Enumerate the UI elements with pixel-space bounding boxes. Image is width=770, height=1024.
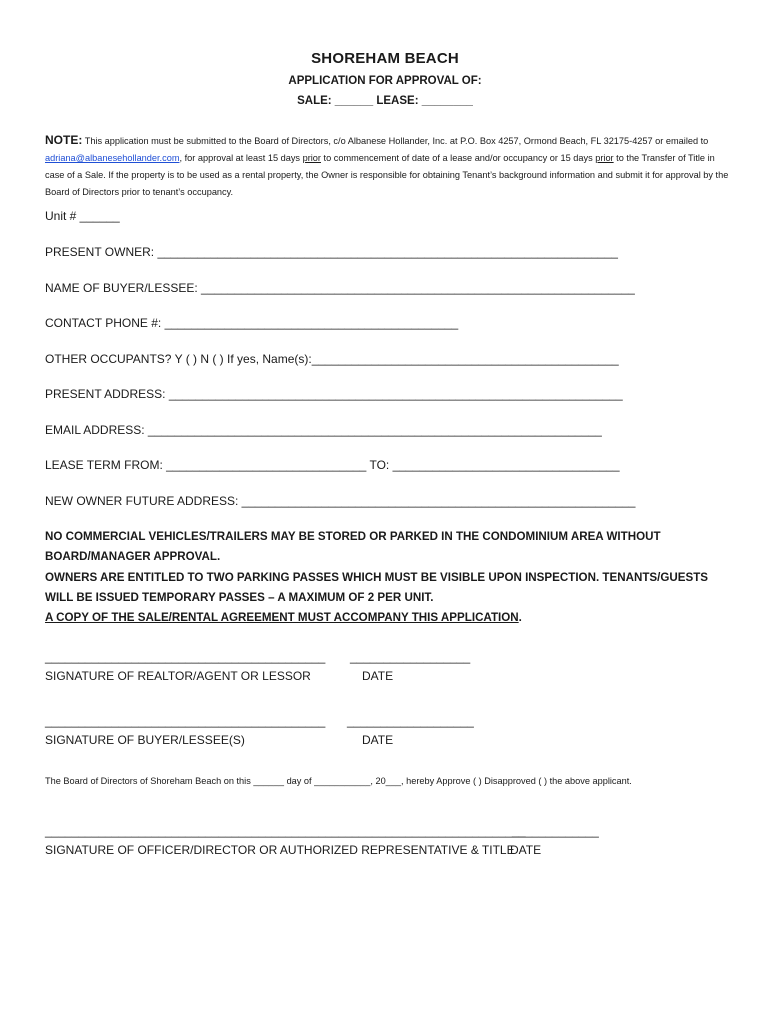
buyer-date-line[interactable]: ___________________ (347, 714, 474, 728)
document-subtitle: APPLICATION FOR APPROVAL OF: (288, 75, 482, 87)
agreement-notice-text: A COPY OF THE SALE/RENTAL AGREEMENT MUST ACCOMPANY THIS APPLICATION (45, 611, 519, 624)
realtor-date-label: DATE (362, 669, 394, 683)
present-address-field[interactable]: PRESENT ADDRESS: ____________________________________________________________________ (45, 387, 623, 401)
agreement-notice (45, 608, 735, 628)
present-owner-field[interactable]: PRESENT OWNER: _____________________________________________________________________ (45, 245, 618, 259)
other-occupants-field[interactable]: OTHER OCCUPANTS? Y ( ) N ( ) If yes, Name(s):______________________________________________ (45, 352, 619, 366)
note-text: , for approval at least 15 days (179, 153, 303, 163)
note-text: to commencement of date of a lease and/or occupancy or 15 days (320, 153, 596, 163)
note-label: NOTE: (45, 133, 83, 147)
officer-signature-label: SIGNATURE OF OFFICER/DIRECTOR OR AUTHORIZED REPRESENTATIVE & TITLE (45, 843, 515, 857)
buyer-signature-label: SIGNATURE OF BUYER/LESSEE(S) (45, 733, 245, 747)
email-address-field[interactable]: EMAIL ADDRESS: ____________________________________________________________________ (45, 423, 602, 437)
document-title: SHOREHAM BEACH (311, 50, 459, 67)
note-prior: prior (595, 153, 614, 163)
commercial-vehicles-notice: NO COMMERCIAL VEHICLES/TRAILERS MAY BE STORED OR PARKED IN THE CONDOMINIUM AREA WITHOUT BOARD/MANAGER APPROVAL. (45, 530, 661, 563)
note-prior: prior (302, 153, 321, 163)
contact-phone-field[interactable]: CONTACT PHONE #: ____________________________________________ (45, 316, 459, 330)
future-address-field[interactable]: NEW OWNER FUTURE ADDRESS: ___________________________________________________________ (45, 494, 636, 508)
officer-signature-line[interactable]: ________________________________________________________________________ (45, 824, 526, 838)
board-approval-text[interactable]: The Board of Directors of Shoreham Beach on this ______ day of ___________, 20___, hereby Approve ( ) Disapproved ( ) the above applicant. (45, 776, 632, 786)
email-link[interactable]: adriana@albanesehollander.com (45, 153, 180, 163)
parking-passes-notice: OWNERS ARE ENTITLED TO TWO PARKING PASSES WHICH MUST BE VISIBLE UPON INSPECTION. TENANTS/GUESTS WILL BE ISSUED TEMPORARY PASSES – A MAXIMUM OF 2 PER UNIT. (45, 571, 709, 604)
note-paragraph (45, 132, 735, 201)
buyer-date-label: DATE (362, 733, 394, 747)
sale-lease-line[interactable]: SALE: ______ LEASE: ________ (297, 95, 473, 107)
buyer-signature-line[interactable]: __________________________________________ (45, 714, 326, 728)
realtor-signature-label: SIGNATURE OF REALTOR/AGENT OR LESSOR (45, 669, 311, 683)
realtor-date-line[interactable]: __________________ (350, 650, 471, 664)
realtor-signature-line[interactable]: __________________________________________ (45, 650, 326, 664)
officer-date-line[interactable]: _____________ (512, 824, 599, 838)
note-text: to the Transfer of Title in case of a Sale. If the property is to be used as a rental property, the Owner is responsible for obtaining Tenant’s background information and submit it for approval by the Board of Directors prior to tenant’s occupancy. (45, 153, 729, 197)
officer-date-label: DATE (510, 843, 542, 857)
unit-field[interactable]: Unit # ______ (45, 209, 120, 223)
lease-term-field[interactable]: LEASE TERM FROM: ______________________________ TO: __________________________________ (45, 458, 620, 472)
note-text: This application must be submitted to the Board of Directors, c/o Albanese Hollander, Inc. at P.O. Box 4257, Ormond Beach, FL 32175-4257 or emailed to (82, 136, 709, 146)
agreement-notice-period: . (518, 611, 522, 624)
buyer-lessee-field[interactable]: NAME OF BUYER/LESSEE: _________________________________________________________________ (45, 281, 635, 295)
